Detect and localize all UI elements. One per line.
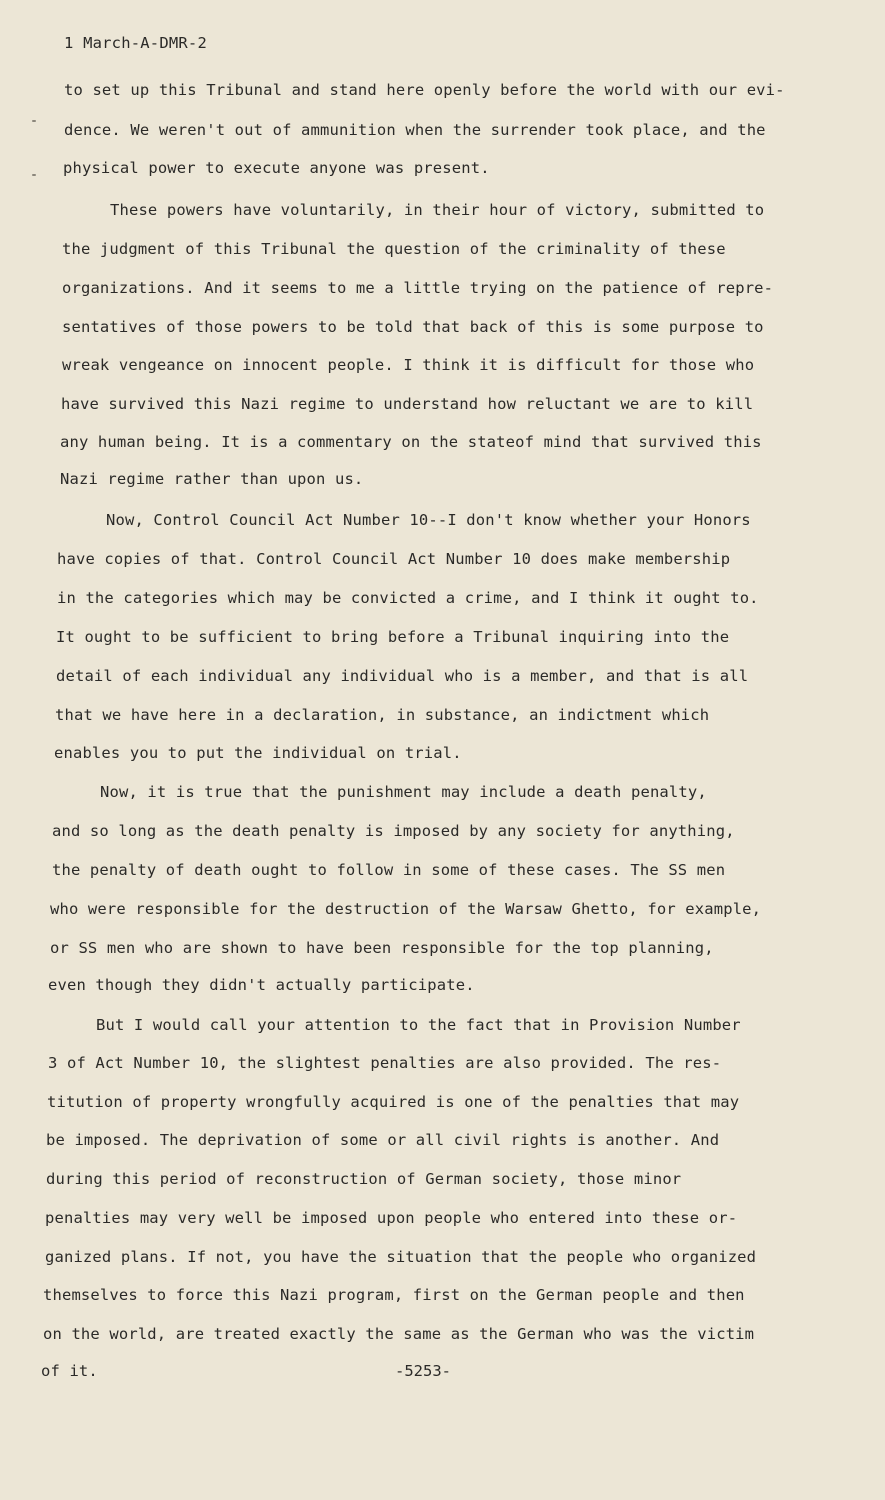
text-line: who were responsible for the destruction of the Warsaw Ghetto, for example,	[50, 900, 762, 918]
text-line: It ought to be sufficient to bring before a Tribunal inquiring into the	[56, 628, 730, 646]
page-reference-header: 1 March-A-DMR-2	[64, 34, 207, 52]
text-line: to set up this Tribunal and stand here openly before the world with our evi-	[64, 81, 785, 99]
text-line: of it.	[41, 1362, 98, 1380]
text-line: These powers have voluntarily, in their hour of victory, submitted to	[110, 201, 765, 219]
page-number: -5253-	[395, 1362, 451, 1380]
text-line: sentatives of those powers to be told that back of this is some purpose to	[62, 318, 764, 336]
text-line: in the categories which may be convicted a crime, and I think it ought to.	[57, 589, 759, 607]
text-line: detail of each individual any individual who is a member, and that is all	[56, 667, 749, 685]
text-line: or SS men who are shown to have been responsible for the top planning,	[50, 939, 714, 957]
text-line: that we have here in a declaration, in substance, an indictment which	[55, 706, 710, 724]
text-line: have survived this Nazi regime to understand how reluctant we are to kill	[61, 395, 754, 413]
margin-mark	[32, 120, 36, 122]
margin-mark	[32, 174, 36, 176]
text-line: on the world, are treated exactly the same as the German who was the victim	[43, 1325, 755, 1343]
text-line: the judgment of this Tribunal the question of the criminality of these	[62, 240, 726, 258]
text-line: have copies of that. Control Council Act Number 10 does make membership	[57, 550, 731, 568]
text-line: 3 of Act Number 10, the slightest penalties are also provided. The res-	[48, 1054, 722, 1072]
text-line: enables you to put the individual on trial.	[54, 744, 462, 762]
text-line: and so long as the death penalty is imposed by any society for anything,	[52, 822, 735, 840]
text-line: any human being. It is a commentary on the stateof mind that survived this	[60, 433, 762, 451]
text-line: dence. We weren't out of ammunition when the surrender took place, and the	[64, 121, 766, 139]
text-line: wreak vengeance on innocent people. I think it is difficult for those who	[62, 356, 755, 374]
text-line: penalties may very well be imposed upon people who entered into these or-	[45, 1209, 738, 1227]
text-line: themselves to force this Nazi program, first on the German people and then	[43, 1286, 745, 1304]
text-line: even though they didn't actually participate.	[48, 976, 475, 994]
text-line: titution of property wrongfully acquired is one of the penalties that may	[47, 1093, 740, 1111]
text-line: Now, it is true that the punishment may include a death penalty,	[100, 783, 707, 801]
text-line: during this period of reconstruction of German society, those minor	[46, 1170, 682, 1188]
text-line: ganized plans. If not, you have the situation that the people who organized	[45, 1248, 757, 1266]
text-line: Nazi regime rather than upon us.	[60, 470, 364, 488]
text-line: But I would call your attention to the fact that in Provision Number	[96, 1016, 741, 1034]
text-line: be imposed. The deprivation of some or all civil rights is another. And	[46, 1131, 720, 1149]
text-line: Now, Control Council Act Number 10--I don't know whether your Honors	[106, 511, 751, 529]
text-line: physical power to execute anyone was present.	[63, 159, 490, 177]
text-line: the penalty of death ought to follow in some of these cases. The SS men	[52, 861, 726, 879]
text-line: organizations. And it seems to me a little trying on the patience of repre-	[62, 279, 774, 297]
